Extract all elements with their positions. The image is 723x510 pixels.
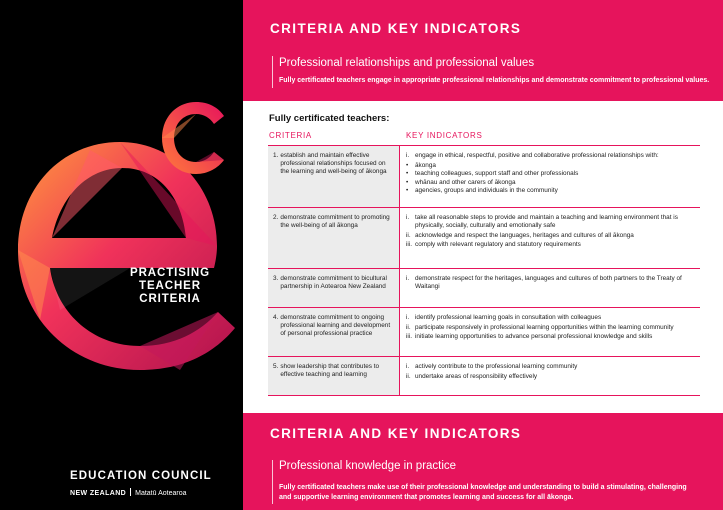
indicator-text: demonstrate respect for the heritages, languages and cultures of both partners to the Treaty of Waitangi [415,275,682,291]
criterion-text: establish and maintain effective professional relationships focused on the learning and well-being of ākonga [280,152,387,176]
indicators-cell [399,269,700,307]
criterion-number: 1. [273,152,279,159]
indicator-bullet: • ākonga [406,161,436,169]
criterion-cell [268,357,399,395]
indicator [406,324,698,332]
indicators-column-header: KEY INDICATORS [406,131,483,140]
criterion-cell [268,208,399,268]
indicator-number: i. [406,275,410,282]
main-content [243,0,723,510]
indicators-cell [399,357,700,395]
indicator-number: i. [406,214,410,221]
section-heading: CRITERIA AND KEY INDICATORS [270,426,522,441]
indicator [406,314,698,322]
indicators-cell [399,146,700,207]
left-panel [0,0,243,510]
table-row [268,268,700,307]
top-banner [243,0,723,101]
indicator [406,232,698,240]
indicator-number: i. [406,363,410,370]
criterion-cell [268,308,399,356]
table-row [268,207,700,268]
indicator-number: ii. [406,231,411,239]
indicator-text: participate responsively in professional learning opportunities within the learning community [415,323,674,331]
indicators-cell [399,308,700,356]
section-subtitle: Professional knowledge in practice [279,460,457,472]
table-row [268,145,700,207]
section-description: Fully certificated teachers engage in appropriate professional relationships and demonstrate commitment to professional values. [279,77,710,84]
education-council-subtitle [70,488,187,497]
indicator-text: undertake areas of responsibility effectively [415,372,538,380]
criteria-table [268,145,700,396]
indicator-number: iii. [406,333,413,341]
indicator-bullet: • agencies, groups and individuals in the community [406,187,558,195]
logo-title: PRACTISING TEACHER CRITERIA [130,267,210,305]
indicator-text: acknowledge and respect the languages, heritages and cultures of all ākonga [415,231,634,239]
bullet-text: agencies, groups and individuals in the community [415,187,558,195]
indicator-text: take all reasonable steps to provide and maintain a teaching and learning environment that is physically, socially, culturally and emotionally safe [415,214,678,230]
indicator-number: ii. [406,372,411,380]
section-description: Fully certificated teachers make use of their professional knowledge and understanding to build a stimulating, challenging and supportive learning environment that promotes learning and success for all ākonga. [279,484,687,501]
ec-logo-graphic [0,80,243,400]
indicator-number: i. [406,314,410,321]
bullet-text: teaching colleagues, support staff and other professionals [415,170,579,178]
education-council-wordmark: EDUCATION COUNCIL [70,470,212,482]
indicator [406,363,698,371]
maori-name: Matatū Aotearoa [135,490,187,497]
banner-divider [272,460,273,504]
indicator-text: engage in ethical, respectful, positive and collaborative professional relationships with: [415,152,659,159]
bottom-banner [243,413,723,510]
table-intro: Fully certificated teachers: [269,113,390,124]
indicator [406,333,698,341]
table-row [268,356,700,396]
criterion-number: 3. [273,275,279,282]
criterion-cell [268,269,399,307]
indicator-text: actively contribute to the professional learning community [415,363,578,370]
criterion-number: 5. [273,363,279,370]
indicator-text: identify professional learning goals in consultation with colleagues [415,314,602,321]
country-label: NEW ZEALAND [70,490,127,497]
criterion-number: 4. [273,314,279,321]
indicator-bullet: • whānau and other carers of ākonga [406,178,516,186]
indicators-cell [399,208,700,268]
table-row [268,307,700,356]
indicator-number: i. [406,152,410,159]
indicator-number: iii. [406,241,413,249]
bullet-text: ākonga [415,161,436,169]
indicator-bullet: • teaching colleagues, support staff and other professionals [406,170,579,178]
indicator [406,241,698,249]
divider [130,488,131,496]
bullet-text: whānau and other carers of ākonga [415,178,516,186]
indicator [406,214,698,230]
section-heading: CRITERIA AND KEY INDICATORS [270,21,522,36]
criterion-text: demonstrate commitment to promoting the well-being of all ākonga [280,214,390,230]
criterion-text: show leadership that contributes to effective teaching and learning [280,363,380,379]
criteria-column-header: CRITERIA [269,131,312,140]
criterion-number: 2. [273,214,279,221]
criterion-text: demonstrate commitment to ongoing professional learning and development of personal professional practice [280,314,391,338]
indicator [406,373,698,381]
section-subtitle: Professional relationships and professional values [279,57,535,69]
indicator [406,275,698,291]
indicator-text: comply with relevant regulatory and statutory requirements [415,241,581,249]
criterion-cell [268,146,399,207]
banner-divider [272,56,273,88]
indicator-text: initiate learning opportunities to advance personal professional knowledge and skills [415,333,653,341]
indicator-number: ii. [406,323,411,331]
indicator [406,152,698,160]
criterion-text: demonstrate commitment to bicultural partnership in Aotearoa New Zealand [280,275,387,291]
